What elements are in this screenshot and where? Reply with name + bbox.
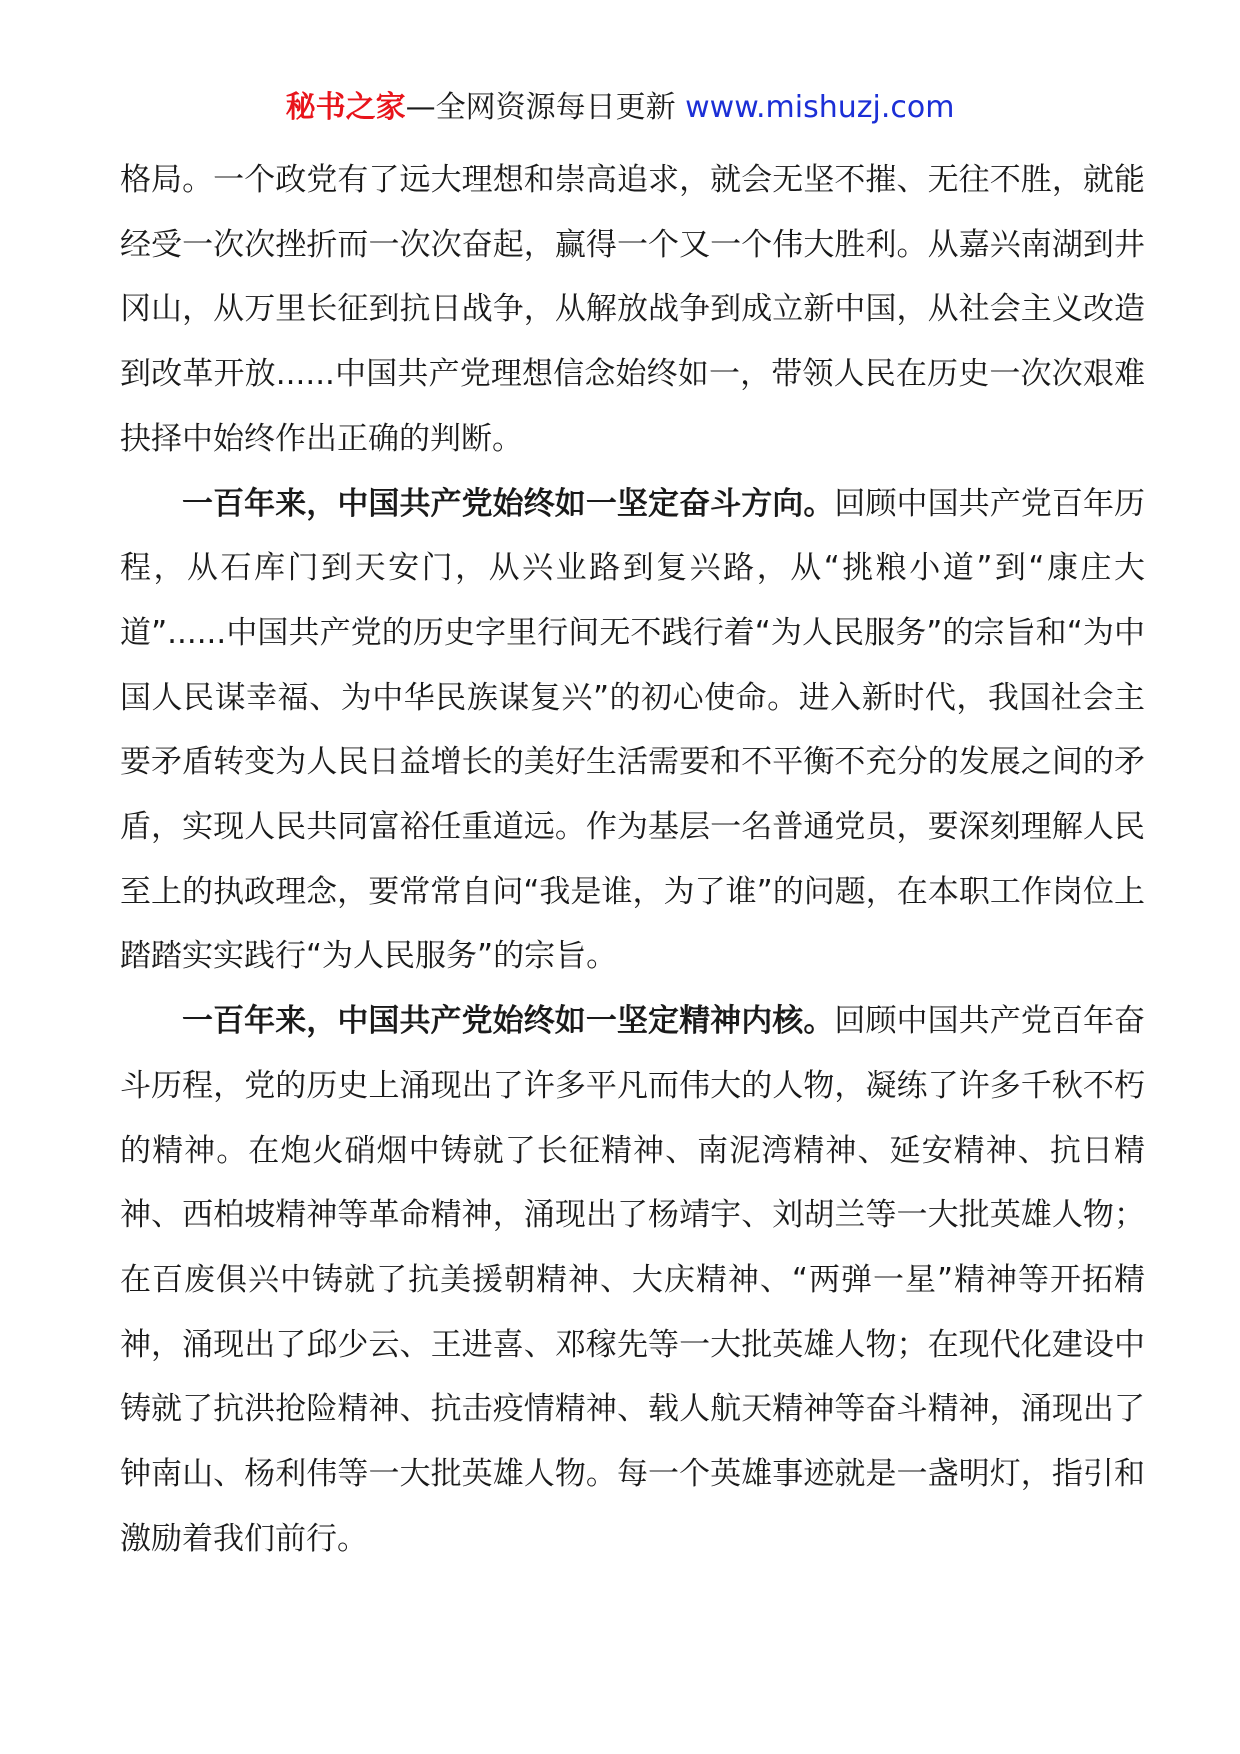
paragraph-lead: 一百年来，中国共产党始终如一坚定奋斗方向。 <box>182 485 835 522</box>
site-url-link[interactable]: www.mishuzj.com <box>685 90 955 125</box>
paragraph-3 <box>120 989 1145 1571</box>
paragraph-2 <box>120 472 1145 990</box>
paragraph-text: 格局。一个政党有了远大理想和崇高追求，就会无坚不摧、无往不胜，就能经受一次次挫折而一次次奋起，赢得一个又一个伟大胜利。从嘉兴南湖到井冈山，从万里长征到抗日战争，从解放战争到成立新中国，从社会主义改造到改革开放......中国共产党理想信念始终如一，带领人民在历史一次次艰难抉择中始终作出正确的判断。 <box>120 162 1145 457</box>
paragraph-1 <box>120 148 1145 472</box>
paragraph-text: 回顾中国共产党百年奋斗历程，党的历史上涌现出了许多平凡而伟大的人物，凝练了许多千秋不朽的精神。在炮火硝烟中铸就了长征精神、南泥湾精神、延安精神、抗日精神、西柏坡精神等革命精神，涌现出了杨靖宇、刘胡兰等一大批英雄人物；在百废俱兴中铸就了抗美援朝精神、大庆精神、“两弹一星”精神等开拓精神，涌现出了邱少云、王进喜、邓稼先等一大批英雄人物；在现代化建设中铸就了抗洪抢险精神、抗击疫情精神、载人航天精神等奋斗精神，涌现出了钟南山、杨利伟等一大批英雄人物。每一个英雄事迹就是一盏明灯，指引和激励着我们前行。 <box>120 1003 1146 1557</box>
page-header <box>0 88 1240 128</box>
paragraph-text: 回顾中国共产党百年历程，从石库门到天安门，从兴业路到复兴路，从“挑粮小道”到“康庄大道”......中国共产党的历史字里行间无不践行着“为人民服务”的宗旨和“为中国人民谋幸福、为中华民族谋复兴”的初心使命。进入新时代，我国社会主要矛盾转变为人民日益增长的美好生活需要和不平衡不充分的发展之间的矛盾，实现人民共同富裕任重道远。作为基层一名普通党员，要深刻理解人民至上的执政理念，要常常自问“我是谁，为了谁”的问题，在本职工作岗位上踏踏实实践行“为人民服务”的宗旨。 <box>120 485 1146 975</box>
paragraph-lead: 一百年来，中国共产党始终如一坚定精神内核。 <box>182 1003 835 1040</box>
site-tagline: —全网资源每日更新 <box>405 90 686 125</box>
document-body <box>120 148 1145 1571</box>
site-brand: 秘书之家 <box>285 90 406 125</box>
